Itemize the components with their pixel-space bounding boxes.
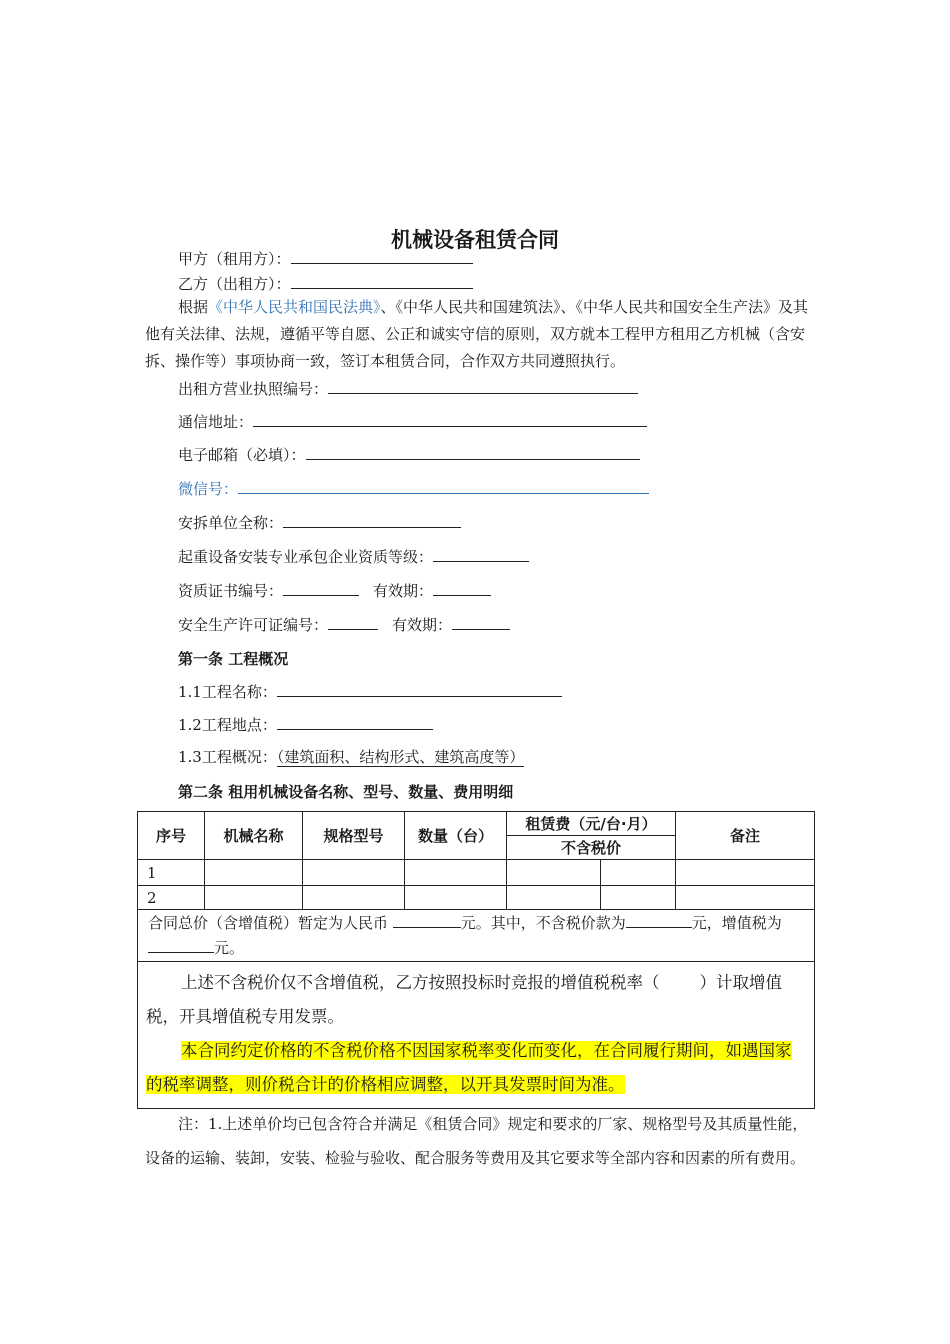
row-cell[interactable] <box>601 860 676 886</box>
address-line <box>178 411 647 432</box>
tax-note-cell <box>138 962 815 1109</box>
row-cell[interactable] <box>303 886 405 910</box>
email-blank[interactable] <box>306 444 640 460</box>
intro-rest: 、《中华人民共和国建筑法》、《中华人民共和国安全生产法》及其他有关法律、法规，遵循平等自愿、公正和诚实守信的原则，双方就本工程甲方租用乙方机械（含安拆、操作等）事项协商一致，签订本租赁合同，合作双方共同遵照执行。 <box>145 298 809 370</box>
installer-blank[interactable] <box>283 512 461 528</box>
project-location-label: 1.2工程地点： <box>178 716 277 734</box>
row-cell[interactable] <box>507 860 601 886</box>
cert-line <box>178 580 491 601</box>
row-cell[interactable] <box>507 886 601 910</box>
project-name-label: 1.1工程名称： <box>178 683 277 701</box>
validity1-label: 有效期： <box>373 582 434 600</box>
row-cell[interactable] <box>601 886 676 910</box>
header-excl-tax: 不含税价 <box>507 836 676 860</box>
qualification-line <box>178 546 529 567</box>
total-text-3: 元，增值税为 <box>691 913 782 932</box>
header-model: 规格型号 <box>303 812 405 860</box>
vat-blank[interactable] <box>148 937 214 953</box>
total-text-1: 合同总价（含增值税）暂定为人民币 <box>148 913 393 932</box>
party-b-blank[interactable] <box>291 273 473 289</box>
license-line <box>178 378 638 399</box>
header-qty: 数量（台） <box>405 812 507 860</box>
excl-tax-blank[interactable] <box>626 912 692 928</box>
address-blank[interactable] <box>253 411 647 427</box>
address-label: 通信地址： <box>178 413 254 431</box>
installer-line <box>178 512 461 533</box>
validity2-label: 有效期： <box>392 616 453 634</box>
tax-note-highlight: 本合同约定价格的不含税价格不因国家税率变化而变化，在合同履行期间，如遇国家的税率调整，则价税合计的价格相应调整，以开具发票时间为准。 <box>146 1041 792 1094</box>
party-b-line <box>178 273 473 294</box>
cert-label: 资质证书编号： <box>178 582 284 600</box>
row-seq: 1 <box>138 860 205 886</box>
qualification-blank[interactable] <box>433 546 529 562</box>
header-seq: 序号 <box>138 812 205 860</box>
row-seq: 2 <box>138 886 205 910</box>
row-cell[interactable] <box>676 886 815 910</box>
footnote: 注：1.上述单价均已包含符合并满足《租赁合同》规定和要求的厂家、规格型号及其质量性能，设备的运输、装卸，安装、检验与验收、配合服务等费用及其它要求等全部内容和因素的所有费用。 <box>145 1115 808 1167</box>
row-cell[interactable] <box>405 886 507 910</box>
row-cell[interactable] <box>676 860 815 886</box>
email-label: 电子邮箱（必填）： <box>178 446 306 464</box>
project-overview-label: 1.3工程概况： <box>178 748 277 766</box>
wechat-line <box>178 478 649 499</box>
project-name-blank[interactable] <box>277 681 562 697</box>
validity1-blank[interactable] <box>433 580 491 596</box>
validity2-blank[interactable] <box>452 614 510 630</box>
document-title: 机械设备租赁合同 <box>391 228 559 252</box>
installer-label: 安拆单位全称： <box>178 514 284 532</box>
safety-permit-label: 安全生产许可证编号： <box>178 616 329 634</box>
table-row <box>138 860 815 886</box>
row-cell[interactable] <box>405 860 507 886</box>
cert-blank[interactable] <box>283 580 359 596</box>
party-a-blank[interactable] <box>291 248 473 264</box>
table-row <box>138 886 815 910</box>
wechat-blank[interactable] <box>238 478 649 494</box>
total-text-4: 元。 <box>214 938 245 957</box>
qualification-label: 起重设备安装专业承包企业资质等级： <box>178 548 434 566</box>
tax-note-1 <box>146 966 806 1034</box>
intro-paragraph <box>145 294 813 375</box>
total-text-2: 元。其中，不含税价款为 <box>460 913 626 932</box>
project-name-line <box>178 681 562 702</box>
header-remark: 备注 <box>676 812 815 860</box>
email-line <box>178 444 640 465</box>
wechat-label: 微信号： <box>178 480 239 498</box>
safety-permit-line <box>178 614 510 635</box>
section2-heading: 第二条 租用机械设备名称、型号、数量、费用明细 <box>178 783 514 801</box>
total-price-cell <box>138 910 815 962</box>
civil-code-link[interactable]: 《中华人民共和国民法典》 <box>208 298 381 316</box>
equipment-table <box>137 811 815 1109</box>
project-overview-hint[interactable]: （建筑面积、结构形式、建筑高度等） <box>276 748 525 766</box>
project-location-blank[interactable] <box>277 714 433 730</box>
party-a-line <box>178 248 473 269</box>
tax-note-2 <box>146 1034 806 1102</box>
safety-permit-blank[interactable] <box>328 614 378 630</box>
project-location-line <box>178 714 433 735</box>
row-cell[interactable] <box>205 860 303 886</box>
project-overview-line <box>178 747 524 767</box>
intro-prefix: 根据 <box>178 298 209 316</box>
tax-note-1a: 上述不含税价仅不含增值税，乙方按照投标时竞报的增值税税率（ <box>181 973 660 992</box>
header-name: 机械名称 <box>205 812 303 860</box>
total-blank[interactable] <box>393 912 461 928</box>
section1-heading: 第一条 工程概况 <box>178 650 289 668</box>
party-a-label: 甲方（租用方）： <box>178 250 291 268</box>
row-cell[interactable] <box>303 860 405 886</box>
license-blank[interactable] <box>328 378 638 394</box>
header-rent: 租赁费（元/台·月） <box>507 812 676 836</box>
tax-note-1b: ）计取增值税，开具增值税专用发票。 <box>146 973 782 1026</box>
row-cell[interactable] <box>205 886 303 910</box>
license-label: 出租方营业执照编号： <box>178 380 329 398</box>
party-b-label: 乙方（出租方）： <box>178 275 291 293</box>
